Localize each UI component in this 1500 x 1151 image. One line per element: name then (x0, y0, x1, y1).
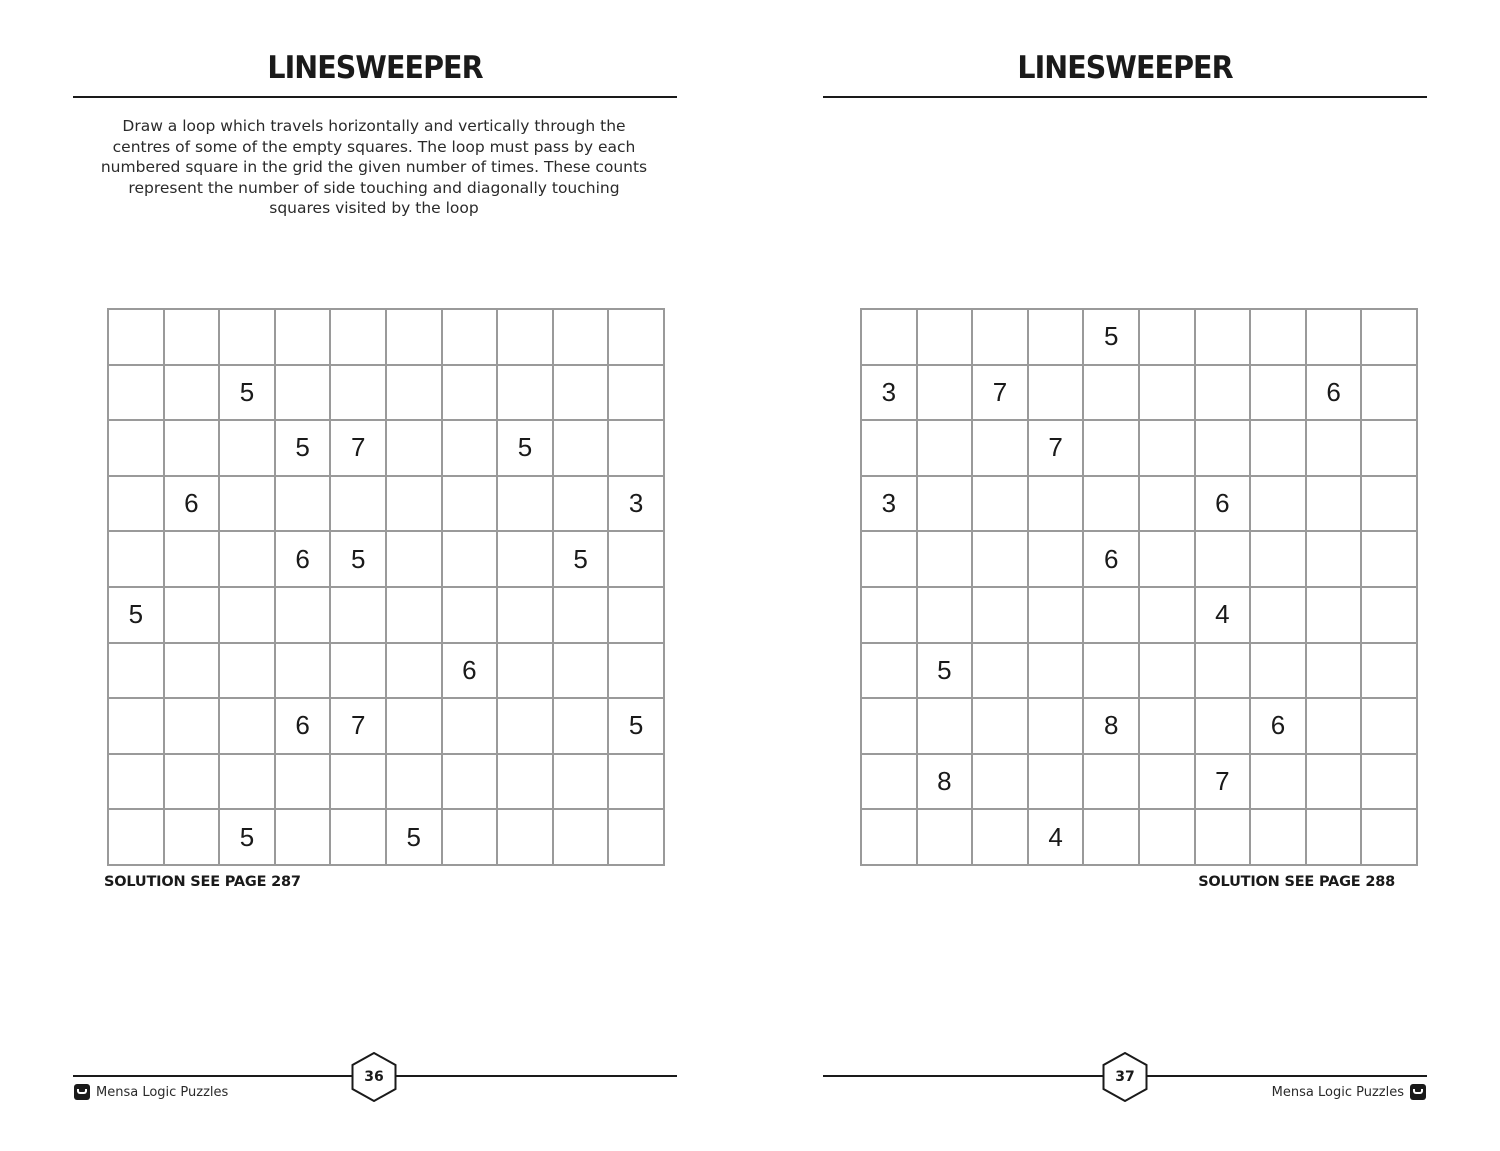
grid-cell-empty[interactable] (972, 643, 1028, 699)
grid-cell-empty[interactable] (1083, 476, 1139, 532)
grid-cell-empty[interactable] (108, 531, 164, 587)
grid-cell-empty[interactable] (1361, 476, 1417, 532)
footer-brand (74, 1084, 228, 1100)
grid-cell-empty[interactable] (972, 476, 1028, 532)
grid-cell-empty[interactable] (917, 531, 973, 587)
grid-cell-clue[interactable]: 5 (108, 587, 164, 643)
grid-cell-empty[interactable] (972, 309, 1028, 365)
grid-cell-empty[interactable] (219, 420, 275, 476)
grid-cell-empty[interactable] (330, 587, 386, 643)
grid-cell-empty[interactable] (1139, 420, 1195, 476)
grid-cell-empty[interactable] (1195, 420, 1251, 476)
title-divider (73, 96, 677, 98)
grid-cell-clue[interactable]: 8 (917, 754, 973, 810)
grid-cell-empty[interactable] (972, 809, 1028, 865)
grid-row (108, 365, 664, 421)
grid-row (861, 420, 1417, 476)
grid-cell-empty[interactable] (1361, 698, 1417, 754)
grid-cell-clue[interactable]: 4 (1195, 587, 1251, 643)
grid-cell-empty[interactable] (553, 420, 609, 476)
grid-cell-empty[interactable] (275, 365, 331, 421)
grid-cell-empty[interactable] (608, 420, 664, 476)
grid-cell-empty[interactable] (861, 531, 917, 587)
page-title: LINESWEEPER (267, 50, 483, 86)
title-divider (823, 96, 1427, 98)
footer-brand (1272, 1084, 1426, 1100)
grid-cell-empty[interactable] (164, 365, 220, 421)
grid-cell-empty[interactable] (553, 643, 609, 699)
grid-cell-empty[interactable] (1195, 309, 1251, 365)
grid-cell-empty[interactable] (1028, 476, 1084, 532)
grid-cell-clue[interactable]: 6 (1083, 531, 1139, 587)
grid-row (861, 698, 1417, 754)
grid-cell-clue[interactable]: 6 (1195, 476, 1251, 532)
grid-cell-empty[interactable] (219, 476, 275, 532)
grid-cell-empty[interactable] (1028, 587, 1084, 643)
grid-cell-empty[interactable] (219, 587, 275, 643)
grid-row (861, 476, 1417, 532)
grid-cell-empty[interactable] (1195, 365, 1251, 421)
grid-row (108, 698, 664, 754)
grid-cell-empty[interactable] (1361, 587, 1417, 643)
grid-cell-empty[interactable] (917, 365, 973, 421)
grid-cell-empty[interactable] (219, 698, 275, 754)
grid-cell-clue[interactable]: 6 (275, 531, 331, 587)
grid-cell-empty[interactable] (330, 365, 386, 421)
grid-cell-empty[interactable] (386, 587, 442, 643)
grid-cell-empty[interactable] (917, 420, 973, 476)
grid-cell-empty[interactable] (1250, 365, 1306, 421)
grid-cell-empty[interactable] (1083, 809, 1139, 865)
grid-row (108, 643, 664, 699)
grid-cell-empty[interactable] (861, 698, 917, 754)
grid-cell-empty[interactable] (108, 698, 164, 754)
grid-cell-empty[interactable] (442, 754, 498, 810)
brand-label: Mensa Logic Puzzles (96, 1084, 229, 1100)
grid-cell-empty[interactable] (1028, 309, 1084, 365)
grid-cell-empty[interactable] (275, 587, 331, 643)
grid-cell-clue[interactable]: 7 (1028, 420, 1084, 476)
grid-cell-empty[interactable] (553, 476, 609, 532)
grid-cell-empty[interactable] (1306, 698, 1362, 754)
grid-row (861, 365, 1417, 421)
grid-cell-empty[interactable] (442, 809, 498, 865)
grid-cell-empty[interactable] (442, 476, 498, 532)
puzzle-instructions: Draw a loop which travels horizontally and vertically through the centres of some of the empty squares. The loop must pass by each numbered square in the grid the given number of times. These counts represent the number of side touching and diagonally touching squares visited by the loop (100, 117, 648, 218)
grid-cell-clue[interactable]: 5 (608, 698, 664, 754)
grid-cell-empty[interactable] (386, 365, 442, 421)
grid-cell-empty[interactable] (330, 309, 386, 365)
grid-cell-empty[interactable] (442, 698, 498, 754)
grid-cell-empty[interactable] (1361, 420, 1417, 476)
grid-cell-clue[interactable]: 8 (1083, 698, 1139, 754)
grid-cell-empty[interactable] (553, 809, 609, 865)
grid-cell-empty[interactable] (108, 809, 164, 865)
grid-cell-empty[interactable] (861, 809, 917, 865)
grid-row (108, 531, 664, 587)
grid-cell-clue[interactable]: 5 (219, 809, 275, 865)
grid-cell-clue[interactable]: 5 (386, 809, 442, 865)
grid-cell-empty[interactable] (108, 643, 164, 699)
grid-cell-empty[interactable] (553, 365, 609, 421)
grid-cell-empty[interactable] (386, 420, 442, 476)
grid-cell-empty[interactable] (108, 309, 164, 365)
grid-cell-empty[interactable] (608, 809, 664, 865)
puzzle-grid (107, 308, 665, 866)
brand-label: Mensa Logic Puzzles (1271, 1084, 1404, 1100)
grid-cell-clue[interactable]: 6 (442, 643, 498, 699)
grid-cell-empty[interactable] (386, 476, 442, 532)
grid-cell-empty[interactable] (1028, 754, 1084, 810)
grid-cell-empty[interactable] (1195, 698, 1251, 754)
grid-cell-empty[interactable] (386, 698, 442, 754)
grid-cell-clue[interactable]: 7 (330, 420, 386, 476)
grid-cell-empty[interactable] (1361, 309, 1417, 365)
grid-cell-empty[interactable] (553, 309, 609, 365)
grid-cell-empty[interactable] (1139, 809, 1195, 865)
grid-cell-empty[interactable] (108, 420, 164, 476)
grid-cell-empty[interactable] (164, 309, 220, 365)
grid-cell-empty[interactable] (275, 754, 331, 810)
grid-cell-empty[interactable] (219, 309, 275, 365)
grid-cell-empty[interactable] (219, 754, 275, 810)
grid-cell-empty[interactable] (1139, 309, 1195, 365)
grid-cell-clue[interactable]: 6 (275, 698, 331, 754)
grid-cell-empty[interactable] (497, 531, 553, 587)
grid-row (861, 309, 1417, 365)
grid-cell-empty[interactable] (1361, 643, 1417, 699)
grid-cell-clue[interactable]: 5 (219, 365, 275, 421)
grid-row (861, 809, 1417, 865)
grid-cell-empty[interactable] (442, 531, 498, 587)
mensa-logo-icon (74, 1084, 90, 1100)
grid-cell-empty[interactable] (1083, 587, 1139, 643)
grid-cell-empty[interactable] (917, 476, 973, 532)
grid-cell-empty[interactable] (1250, 587, 1306, 643)
grid-cell-empty[interactable] (386, 531, 442, 587)
grid-cell-empty[interactable] (1306, 587, 1362, 643)
grid-cell-clue[interactable]: 3 (608, 476, 664, 532)
grid-cell-empty[interactable] (1195, 643, 1251, 699)
solution-reference: SOLUTION SEE PAGE 287 (104, 874, 301, 890)
grid-cell-empty[interactable] (1250, 643, 1306, 699)
grid-row (861, 643, 1417, 699)
grid-row (108, 809, 664, 865)
grid-cell-empty[interactable] (497, 809, 553, 865)
grid-cell-empty[interactable] (1083, 643, 1139, 699)
grid-cell-empty[interactable] (219, 643, 275, 699)
grid-cell-clue[interactable]: 5 (275, 420, 331, 476)
grid-row (108, 420, 664, 476)
grid-cell-empty[interactable] (1139, 754, 1195, 810)
grid-cell-empty[interactable] (1139, 476, 1195, 532)
grid-cell-empty[interactable] (219, 531, 275, 587)
grid-cell-empty[interactable] (497, 476, 553, 532)
grid-cell-empty[interactable] (1195, 809, 1251, 865)
grid-cell-empty[interactable] (108, 476, 164, 532)
page-title: LINESWEEPER (1017, 50, 1233, 86)
grid-cell-empty[interactable] (386, 643, 442, 699)
grid-cell-empty[interactable] (1306, 420, 1362, 476)
grid-cell-empty[interactable] (1028, 365, 1084, 421)
grid-cell-empty[interactable] (972, 754, 1028, 810)
grid-cell-empty[interactable] (608, 754, 664, 810)
grid-cell-empty[interactable] (917, 587, 973, 643)
grid-cell-empty[interactable] (1083, 754, 1139, 810)
grid-cell-clue[interactable]: 5 (1083, 309, 1139, 365)
grid-cell-empty[interactable] (442, 420, 498, 476)
grid-cell-empty[interactable] (1250, 476, 1306, 532)
grid-cell-empty[interactable] (386, 754, 442, 810)
grid-cell-empty[interactable] (497, 754, 553, 810)
grid-cell-empty[interactable] (1139, 531, 1195, 587)
grid-cell-empty[interactable] (275, 643, 331, 699)
grid-cell-empty[interactable] (275, 809, 331, 865)
grid-cell-clue[interactable]: 3 (861, 476, 917, 532)
grid-cell-clue[interactable]: 7 (972, 365, 1028, 421)
grid-cell-empty[interactable] (553, 754, 609, 810)
grid-cell-clue[interactable]: 6 (1306, 365, 1362, 421)
grid-cell-empty[interactable] (330, 754, 386, 810)
grid-cell-empty[interactable] (972, 531, 1028, 587)
grid-cell-empty[interactable] (1306, 809, 1362, 865)
puzzle-grid (860, 308, 1418, 866)
grid-cell-empty[interactable] (164, 698, 220, 754)
grid-cell-empty[interactable] (1139, 643, 1195, 699)
grid-cell-empty[interactable] (1250, 531, 1306, 587)
grid-row (861, 531, 1417, 587)
grid-cell-empty[interactable] (553, 698, 609, 754)
grid-cell-empty[interactable] (1306, 309, 1362, 365)
grid-cell-empty[interactable] (497, 698, 553, 754)
grid-cell-empty[interactable] (275, 476, 331, 532)
grid-cell-empty[interactable] (608, 365, 664, 421)
grid-cell-empty[interactable] (164, 587, 220, 643)
grid-row (108, 309, 664, 365)
page-number: 37 (1115, 1069, 1135, 1085)
grid-cell-clue[interactable]: 7 (1195, 754, 1251, 810)
grid-cell-empty[interactable] (1028, 531, 1084, 587)
grid-cell-empty[interactable] (386, 309, 442, 365)
grid-row (861, 754, 1417, 810)
grid-cell-empty[interactable] (1139, 365, 1195, 421)
grid-cell-clue[interactable]: 5 (330, 531, 386, 587)
grid-cell-empty[interactable] (442, 309, 498, 365)
page-number-badge (351, 1052, 397, 1102)
grid-cell-empty[interactable] (861, 587, 917, 643)
right-page (750, 0, 1500, 1151)
grid-cell-empty[interactable] (861, 420, 917, 476)
grid-cell-empty[interactable] (497, 309, 553, 365)
grid-cell-empty[interactable] (1250, 420, 1306, 476)
grid-cell-empty[interactable] (553, 587, 609, 643)
grid-cell-empty[interactable] (1250, 809, 1306, 865)
grid-cell-empty[interactable] (861, 754, 917, 810)
grid-cell-empty[interactable] (497, 365, 553, 421)
grid-cell-empty[interactable] (275, 309, 331, 365)
mensa-logo-icon (1410, 1084, 1426, 1100)
page-number-badge (1102, 1052, 1148, 1102)
grid-cell-empty[interactable] (917, 309, 973, 365)
solution-reference: SOLUTION SEE PAGE 288 (1198, 874, 1395, 890)
grid-cell-empty[interactable] (1361, 754, 1417, 810)
grid-cell-empty[interactable] (861, 643, 917, 699)
grid-cell-empty[interactable] (1139, 587, 1195, 643)
grid-cell-clue[interactable]: 5 (497, 420, 553, 476)
grid-cell-empty[interactable] (164, 643, 220, 699)
grid-cell-empty[interactable] (1306, 754, 1362, 810)
grid-cell-empty[interactable] (1250, 754, 1306, 810)
grid-cell-empty[interactable] (497, 643, 553, 699)
grid-cell-empty[interactable] (108, 365, 164, 421)
grid-cell-empty[interactable] (1083, 420, 1139, 476)
grid-cell-empty[interactable] (1361, 809, 1417, 865)
grid-cell-empty[interactable] (1139, 698, 1195, 754)
grid-cell-clue[interactable]: 6 (164, 476, 220, 532)
grid-cell-clue[interactable]: 6 (1250, 698, 1306, 754)
grid-cell-empty[interactable] (917, 698, 973, 754)
grid-cell-empty[interactable] (164, 809, 220, 865)
grid-cell-empty[interactable] (442, 365, 498, 421)
grid-cell-empty[interactable] (330, 643, 386, 699)
grid-cell-clue[interactable]: 5 (553, 531, 609, 587)
grid-cell-empty[interactable] (1250, 309, 1306, 365)
grid-cell-empty[interactable] (917, 809, 973, 865)
grid-cell-clue[interactable]: 7 (330, 698, 386, 754)
grid-cell-clue[interactable]: 4 (1028, 809, 1084, 865)
grid-cell-empty[interactable] (164, 754, 220, 810)
grid-cell-empty[interactable] (861, 309, 917, 365)
grid-cell-empty[interactable] (972, 698, 1028, 754)
grid-cell-empty[interactable] (1361, 531, 1417, 587)
grid-cell-empty[interactable] (108, 754, 164, 810)
grid-cell-empty[interactable] (972, 587, 1028, 643)
grid-cell-empty[interactable] (1361, 365, 1417, 421)
grid-cell-empty[interactable] (330, 809, 386, 865)
grid-cell-empty[interactable] (1306, 476, 1362, 532)
grid-cell-empty[interactable] (164, 420, 220, 476)
grid-cell-empty[interactable] (608, 587, 664, 643)
grid-cell-empty[interactable] (330, 476, 386, 532)
grid-cell-empty[interactable] (1028, 643, 1084, 699)
grid-cell-clue[interactable]: 3 (861, 365, 917, 421)
grid-cell-empty[interactable] (972, 420, 1028, 476)
grid-row (108, 754, 664, 810)
grid-cell-empty[interactable] (497, 587, 553, 643)
grid-cell-empty[interactable] (1195, 531, 1251, 587)
grid-cell-empty[interactable] (1306, 531, 1362, 587)
grid-cell-empty[interactable] (608, 309, 664, 365)
grid-cell-empty[interactable] (1306, 643, 1362, 699)
grid-row (861, 587, 1417, 643)
grid-cell-empty[interactable] (1083, 365, 1139, 421)
grid-cell-empty[interactable] (608, 531, 664, 587)
grid-cell-empty[interactable] (1028, 698, 1084, 754)
grid-cell-empty[interactable] (608, 643, 664, 699)
grid-row (108, 587, 664, 643)
grid-cell-clue[interactable]: 5 (917, 643, 973, 699)
grid-cell-empty[interactable] (442, 587, 498, 643)
grid-row (108, 476, 664, 532)
grid-cell-empty[interactable] (164, 531, 220, 587)
page-number: 36 (364, 1069, 384, 1085)
